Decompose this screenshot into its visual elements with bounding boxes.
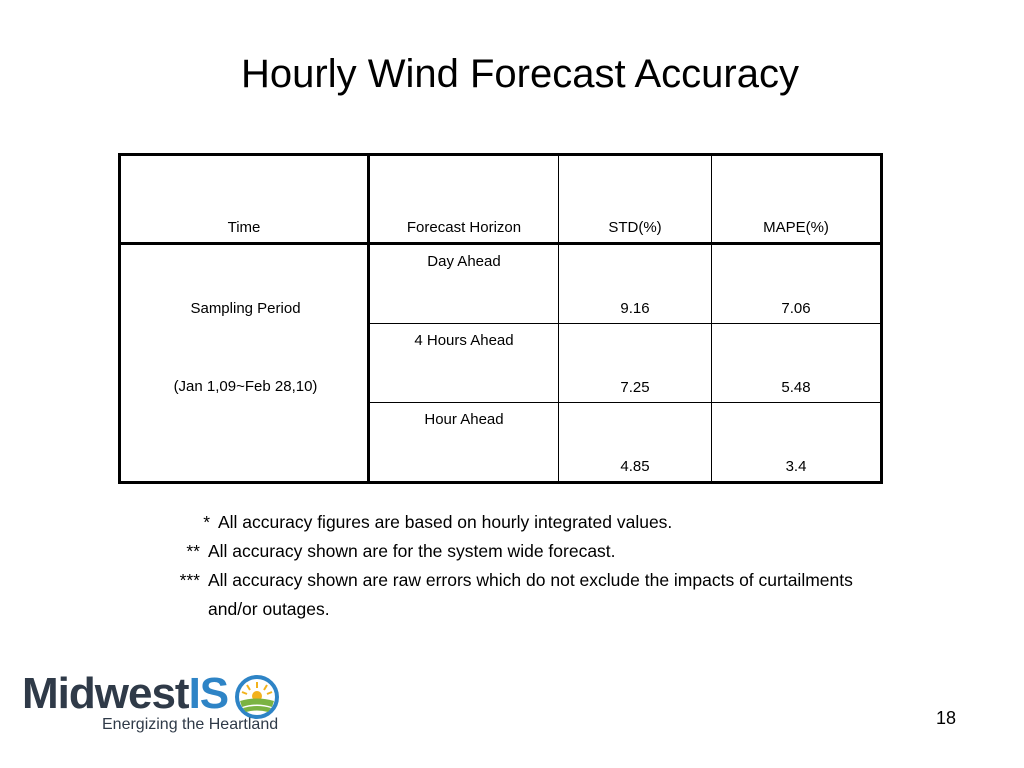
header-std: STD(%)	[559, 155, 712, 244]
logo-name-part2: IS	[188, 669, 229, 718]
sampling-period-label: Sampling Period	[190, 300, 301, 317]
footnote	[166, 537, 853, 566]
logo-wordmark	[22, 670, 228, 718]
footnote-mark: ***	[179, 570, 200, 590]
std-cell: 4.85	[559, 403, 712, 483]
time-cell	[120, 244, 369, 483]
accuracy-table	[118, 153, 883, 484]
horizon-cell	[369, 324, 559, 403]
horizon-label: 4 Hours Ahead	[414, 332, 514, 349]
footnote	[176, 508, 853, 537]
logo-name-part1: Midwest	[22, 669, 189, 718]
logo-tagline: Energizing the Heartland	[102, 716, 279, 733]
midwest-iso-logo	[22, 670, 282, 736]
header-mape: MAPE(%)	[712, 155, 882, 244]
footnote-continuation: and/or outages.	[208, 599, 330, 619]
mape-cell: 7.06	[712, 244, 882, 324]
footnote-text: All accuracy figures are based on hourly integrated values.	[218, 512, 673, 532]
sun-globe-icon	[234, 674, 280, 720]
slide-title: Hourly Wind Forecast Accuracy	[241, 52, 799, 96]
footnote	[166, 566, 853, 595]
table-row	[120, 244, 882, 324]
header-forecast-horizon: Forecast Horizon	[369, 155, 559, 244]
footnote-mark: **	[186, 541, 200, 561]
page-number: 18	[936, 708, 957, 728]
sampling-range-label: (Jan 1,09~Feb 28,10)	[173, 378, 318, 395]
mape-cell: 3.4	[712, 403, 882, 483]
footnote-text: All accuracy shown are raw errors which do not exclude the impacts of curtailments	[208, 570, 853, 590]
horizon-cell	[369, 244, 559, 324]
horizon-cell	[369, 403, 559, 483]
footnote-mark: *	[203, 512, 210, 532]
footnote-text: All accuracy shown are for the system wide forecast.	[208, 541, 616, 561]
mape-cell: 5.48	[712, 324, 882, 403]
horizon-label: Day Ahead	[427, 253, 501, 270]
std-cell: 7.25	[559, 324, 712, 403]
header-time: Time	[120, 155, 369, 244]
footnotes	[176, 508, 853, 624]
std-cell: 9.16	[559, 244, 712, 324]
table-header-row	[120, 155, 882, 244]
horizon-label: Hour Ahead	[424, 411, 504, 428]
